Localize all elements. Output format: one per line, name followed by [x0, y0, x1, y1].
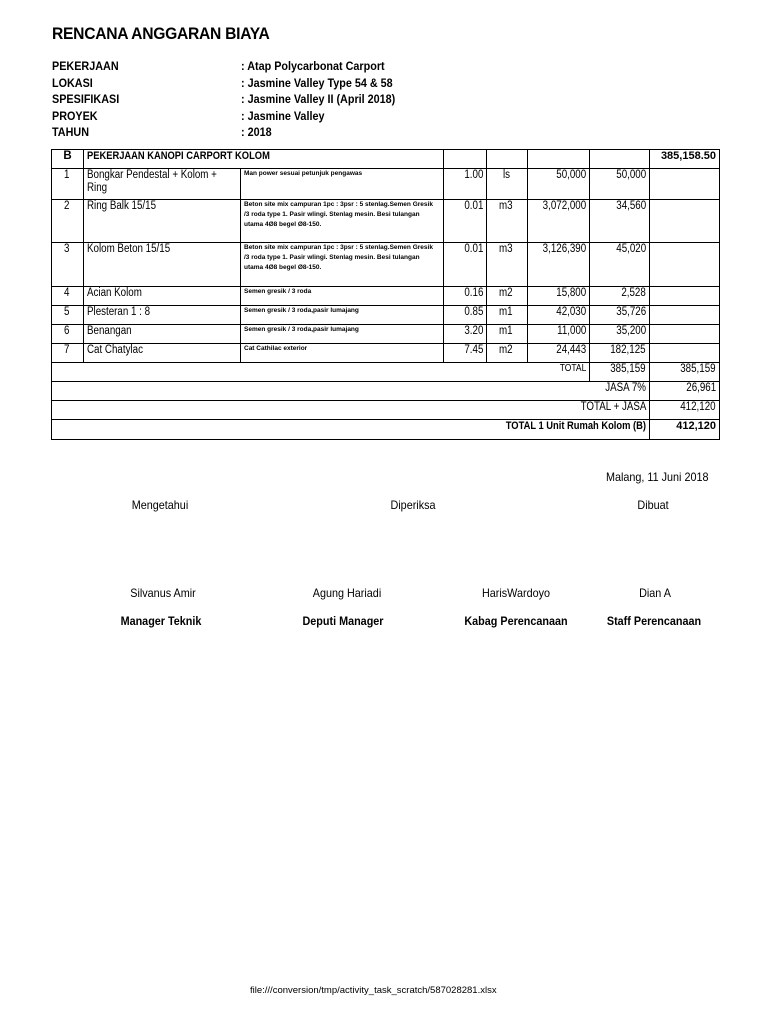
document-title: RENCANA ANGGARAN BIAYA [52, 24, 270, 43]
item-no: 2 [52, 200, 84, 243]
info-value: : 2018 [241, 125, 272, 139]
item-name: Kolom Beton 15/15 [84, 243, 241, 287]
item-price: 15,800 [528, 287, 590, 306]
info-row-spesifikasi [52, 92, 430, 109]
item-amount: 50,000 [590, 169, 650, 200]
table-row [52, 287, 720, 306]
info-label: SPESIFIKASI [52, 92, 120, 106]
section-total: 385,158.50 [650, 150, 720, 169]
item-amount: 2,528 [590, 287, 650, 306]
item-amount: 34,560 [590, 200, 650, 243]
jasa-value: 26,961 [650, 382, 720, 401]
item-volume: 0.01 [444, 243, 487, 287]
item-spec: Semen gresik / 3 roda,pasir lumajang [241, 325, 444, 344]
item-amount: 35,200 [590, 325, 650, 344]
item-spec: Semen gresik / 3 roda [241, 287, 444, 306]
item-volume: 1.00 [444, 169, 487, 200]
signer-name: Silvanus Amir [130, 586, 196, 600]
table-row [52, 243, 720, 287]
info-value: : Atap Polycarbonat Carport [241, 59, 385, 73]
item-unit: ls [487, 169, 528, 200]
grand-total-row [52, 420, 720, 440]
item-price: 3,126,390 [528, 243, 590, 287]
section-header-row [52, 150, 720, 169]
total-label: TOTAL [52, 363, 590, 382]
item-price: 24,443 [528, 344, 590, 363]
item-unit: m2 [487, 344, 528, 363]
jasa-row [52, 382, 720, 401]
total-value: 385,159 [650, 363, 720, 382]
item-price: 42,030 [528, 306, 590, 325]
item-name: Bongkar Pendestal + Kolom + Ring [84, 169, 241, 200]
item-spec: Beton site mix campuran 1pc : 3psr : 5 stenlag.Semen Gresik /3 roda type 1. Pasir wlingi. Stenlag mesin. Besi tulangan utama 4Ø8 begel Ø8-150. [241, 243, 444, 287]
sig-caption-mengetahui: Mengetahui [131, 498, 189, 512]
item-volume: 0.16 [444, 287, 487, 306]
section-code: B [52, 150, 84, 169]
item-no: 5 [52, 306, 84, 325]
item-spec: Semen gresik / 3 roda,pasir lumajang [241, 306, 444, 325]
jasa-label: JASA 7% [52, 382, 650, 401]
item-spec: Beton site mix campuran 1pc : 3psr : 5 stenlag.Semen Gresik /3 roda type 1. Pasir wlingi. Stenlag mesin. Besi tulangan utama 4Ø8 begel Ø8-150. [241, 200, 444, 243]
signer-role: Kabag Perencanaan [464, 614, 568, 628]
item-name: Acian Kolom [84, 287, 241, 306]
item-spec: Man power sesuai petunjuk pengawas [241, 169, 444, 200]
item-no: 7 [52, 344, 84, 363]
signer-name: Agung Hariadi [312, 586, 382, 600]
total-jasa-value: 412,120 [650, 401, 720, 420]
total-jasa-label: TOTAL + JASA [52, 401, 650, 420]
item-amount: 45,020 [590, 243, 650, 287]
info-value: : Jasmine Valley II (April 2018) [241, 92, 396, 106]
item-name: Ring Balk 15/15 [84, 200, 241, 243]
item-name: Benangan [84, 325, 241, 344]
item-amount: 35,726 [590, 306, 650, 325]
item-unit: m3 [487, 243, 528, 287]
item-volume: 7.45 [444, 344, 487, 363]
item-name: Plesteran 1 : 8 [84, 306, 241, 325]
info-value: : Jasmine Valley [241, 108, 325, 123]
grand-total-value: 412,120 [650, 420, 720, 440]
info-value: : Jasmine Valley Type 54 & 58 [241, 75, 393, 90]
info-label: TAHUN [52, 125, 89, 139]
signer-name: HarisWardoyo [481, 586, 551, 600]
item-name: Cat Chatylac [84, 344, 241, 363]
item-no: 1 [52, 169, 84, 200]
info-row-proyek [52, 109, 430, 126]
table-row [52, 344, 720, 363]
total-row [52, 363, 720, 382]
table-row [52, 306, 720, 325]
section-title: PEKERJAAN KANOPI CARPORT KOLOM [84, 150, 444, 169]
info-label: PROYEK [52, 108, 98, 123]
sig-caption-diperiksa: Diperiksa [390, 498, 436, 512]
info-row-pekerjaan [52, 59, 430, 76]
total-subtotal: 385,159 [590, 363, 650, 382]
item-volume: 3.20 [444, 325, 487, 344]
signer-name: Dian A [639, 586, 671, 600]
item-volume: 0.85 [444, 306, 487, 325]
signer-role: Manager Teknik [120, 614, 202, 628]
item-amount: 182,125 [590, 344, 650, 363]
item-no: 6 [52, 325, 84, 344]
info-label: PEKERJAAN [52, 59, 119, 73]
item-volume: 0.01 [444, 200, 487, 243]
total-jasa-row [52, 401, 720, 420]
info-row-tahun [52, 125, 430, 142]
item-no: 4 [52, 287, 84, 306]
item-no: 3 [52, 243, 84, 287]
signer-role: Deputi Manager [302, 614, 384, 628]
info-label: LOKASI [52, 75, 93, 90]
file-path-footer: file:///conversion/tmp/activity_task_scratch/587028281.xlsx [250, 985, 497, 996]
item-price: 11,000 [528, 325, 590, 344]
project-info [52, 59, 430, 142]
item-unit: m1 [487, 325, 528, 344]
item-unit: m3 [487, 200, 528, 243]
grand-total-label: TOTAL 1 Unit Rumah Kolom (B) [52, 420, 650, 440]
item-price: 50,000 [528, 169, 590, 200]
item-unit: m1 [487, 306, 528, 325]
item-spec: Cat Cathilac exterior [241, 344, 444, 363]
info-row-lokasi [52, 76, 430, 93]
table-row [52, 169, 720, 200]
sig-caption-dibuat: Dibuat [637, 498, 669, 512]
cost-table [51, 149, 720, 440]
table-row [52, 200, 720, 243]
signer-role: Staff Perencanaan [606, 614, 702, 628]
place-date: Malang, 11 Juni 2018 [606, 470, 709, 484]
item-unit: m2 [487, 287, 528, 306]
item-price: 3,072,000 [528, 200, 590, 243]
table-row [52, 325, 720, 344]
